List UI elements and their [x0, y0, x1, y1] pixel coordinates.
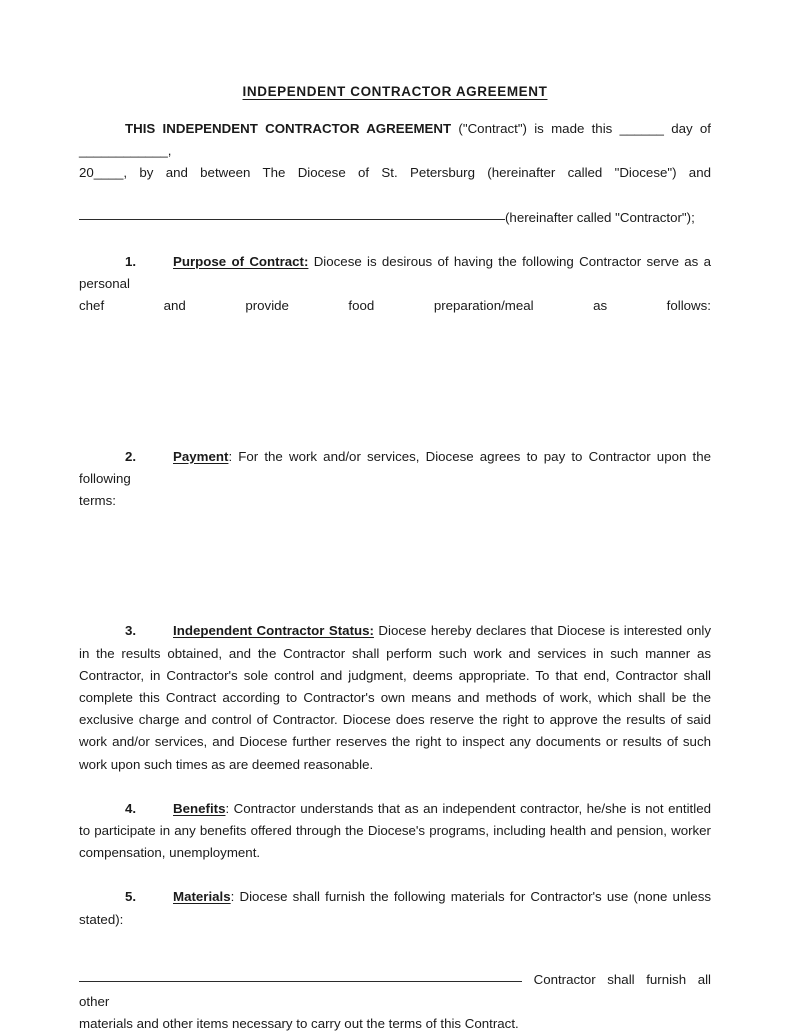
section-5-heading: Materials	[173, 889, 231, 905]
section-5-body: : Diocese shall furnish the following materials for Contractor's use (none unless stated):	[79, 889, 711, 927]
section-2-line1	[79, 446, 711, 490]
section-4-number: 4.	[125, 800, 137, 816]
page-title: INDEPENDENT CONTRACTOR AGREEMENT	[242, 84, 548, 99]
document-body	[79, 0, 711, 1035]
section-2-body-line2: terms:	[79, 493, 116, 509]
closing-last-text: materials and other items necessary to carry out the terms of this Contract.	[79, 1016, 519, 1032]
section-3-heading: Independent Contractor Status:	[173, 623, 374, 639]
section-4-heading: Benefits	[173, 800, 226, 816]
section-4-paragraph	[79, 798, 711, 865]
section-2-body-line1: : For the work and/or services, Diocese agrees to pay to Contractor upon the following	[79, 448, 711, 487]
section-2-line2	[79, 490, 711, 512]
section-3-paragraph	[79, 620, 711, 775]
section-spacer-1	[79, 229, 711, 251]
preamble-paragraph	[79, 118, 711, 162]
section-1-number: 1.	[125, 254, 137, 270]
closing-tail-text: Contractor shall furnish all other	[79, 971, 711, 1010]
preamble-line2	[79, 162, 711, 206]
materials-blank[interactable]	[79, 981, 522, 982]
title-spacer	[79, 100, 711, 118]
section-2-heading: Payment	[173, 448, 229, 464]
contractor-name-blank[interactable]	[79, 219, 505, 220]
preamble-line1-rest: ("Contract") is made this ______ day of ____________,	[79, 121, 711, 159]
preamble-line3-tail: (hereinafter called "Contractor");	[505, 209, 695, 225]
section-1-line2	[79, 295, 711, 339]
section-1-heading: Purpose of Contract:	[173, 254, 309, 270]
section-1-line1	[79, 251, 711, 295]
closing-line1	[79, 969, 711, 1013]
section-3-number: 3.	[125, 623, 137, 639]
section-1-body-line1: Diocese is desirous of having the following Contractor serve as a personal	[79, 254, 711, 292]
purpose-fill-in-area[interactable]	[79, 340, 711, 446]
section-spacer-4	[79, 864, 711, 886]
preamble-line3	[79, 207, 711, 229]
payment-fill-in-area[interactable]	[79, 512, 711, 620]
materials-fill-in-area[interactable]	[79, 931, 711, 969]
preamble-lead: THIS INDEPENDENT CONTRACTOR AGREEMENT	[125, 121, 452, 136]
section-1-body-line2: chef and provide food preparation/meal as follows:	[79, 298, 711, 314]
section-2-number: 2.	[125, 448, 137, 464]
section-3-body: Diocese hereby declares that Diocese is interested only in the results obtained, and the Contractor shall perform such work and services in such manner as Contractor, in Contractor's sole control and judgment, deems appropriate. To that end, Contractor shall complete this Contract according to Contractor's own means and methods of work, which shall be the exclusive charge and control of Contractor. Diocese does reserve the right to approve the results of said work and/or services, and Diocese further reserves the right to inspect any documents or results of such work upon such times as are deemed reasonable.	[79, 623, 711, 772]
section-spacer-3	[79, 776, 711, 798]
preamble-line2-text: 20____, by and between The Diocese of St. Petersburg (hereinafter called "Diocese") and	[79, 165, 711, 181]
section-4-body: : Contractor understands that as an independent contractor, he/she is not entitled to participate in any benefits offered through the Diocese's programs, including health and pension, worker compensation, unemployment.	[79, 800, 711, 861]
section-5-number: 5.	[125, 889, 137, 905]
closing-line2	[79, 1013, 711, 1035]
section-5-paragraph	[79, 886, 711, 930]
